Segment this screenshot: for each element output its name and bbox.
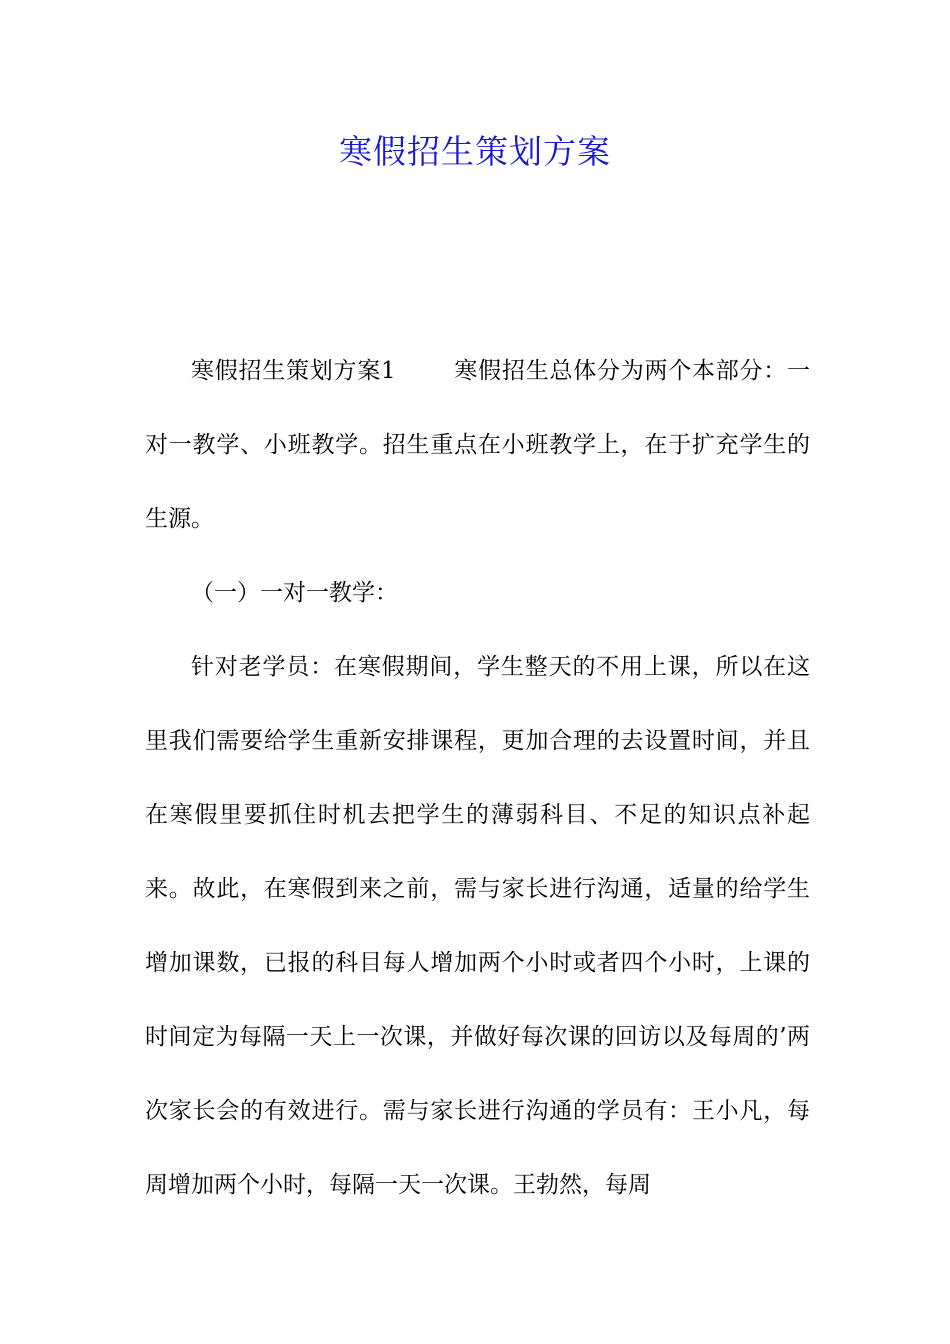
paragraph-2-text: （一）一对一教学：: [191, 580, 398, 606]
paragraph-1-lead: 寒假招生策划方案1: [191, 358, 396, 384]
document-body: [145, 334, 810, 1222]
paragraph-1-text: 寒假招生总体分为两个本部分：一对一教学、小班教学。招生重点在小班教学上，在于扩充学生的生源。: [145, 358, 810, 532]
paragraph-3: [145, 630, 810, 1222]
document-title: 寒假招生策划方案: [339, 132, 611, 171]
paragraph-1: [145, 334, 810, 556]
paragraph-2: [145, 556, 810, 630]
paragraph-3-text: 针对老学员：在寒假期间，学生整天的不用上课，所以在这里我们需要给学生重新安排课程，更加合理的去设置时间，并且在寒假里要抓住时机去把学生的薄弱科目、不足的知识点补起来。故此，在寒假到来之前，需与家长进行沟通，适量的给学生增加课数，已报的科目每人增加两个小时或者四个小时，上课的时间定为每隔一天上一次课，并做好每次课的回访以及每周的’两次家长会的有效进行。需与家长进行沟通的学员有：王小凡，每周增加两个小时，每隔一天一次课。王勃然，每周: [145, 654, 810, 1198]
